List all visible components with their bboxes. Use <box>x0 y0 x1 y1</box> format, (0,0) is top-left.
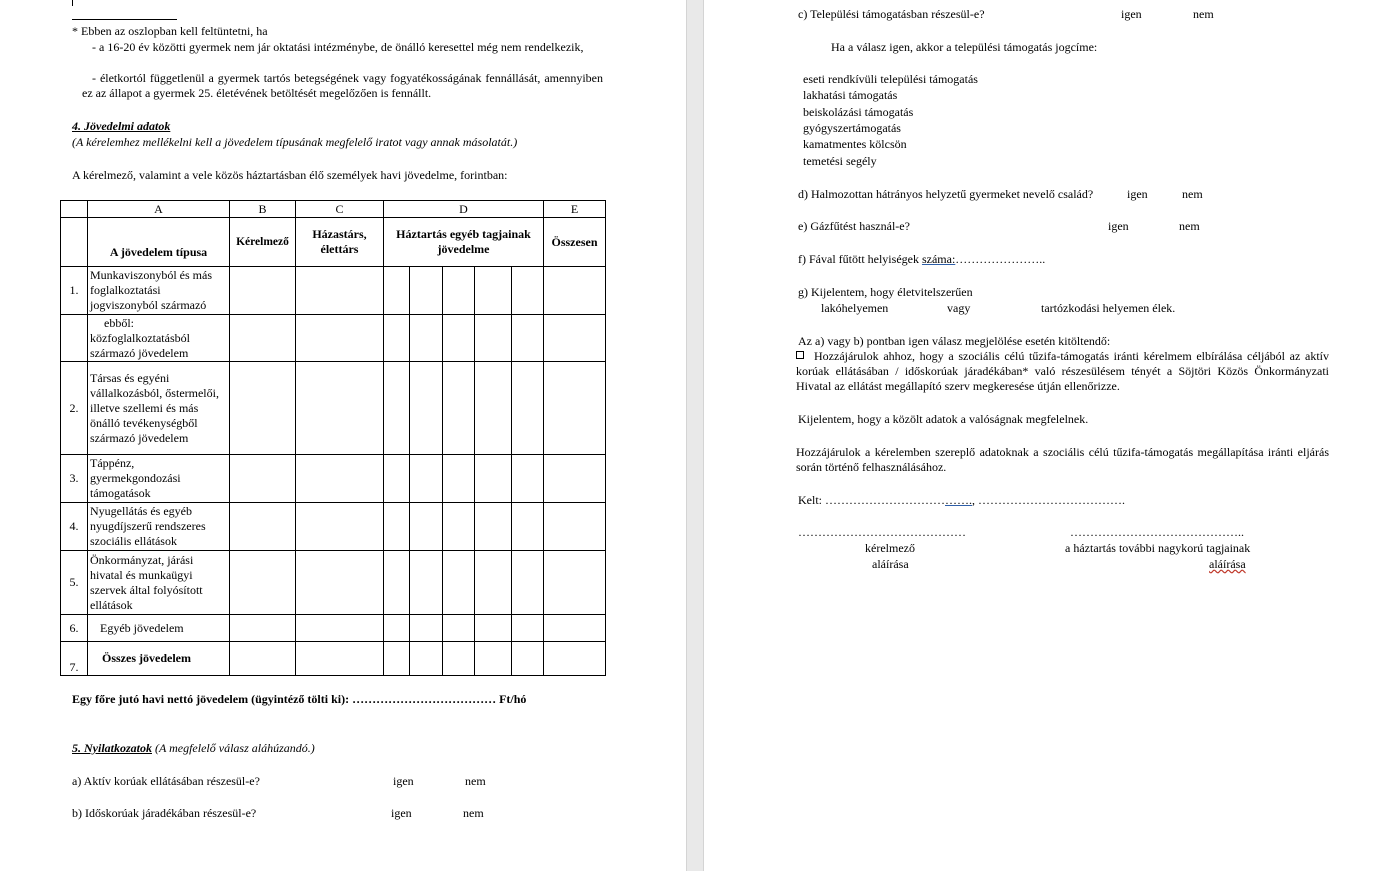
per-capita-income-line: Egy főre jutó havi nettó jövedelem (ügyintéző tölti ki): ……………………………… Ft/hó <box>72 692 527 706</box>
cell-household[interactable] <box>384 455 410 503</box>
cell-household[interactable] <box>384 267 410 315</box>
date-end-field[interactable]: , ………………………………. <box>972 493 1125 507</box>
question-a-yes[interactable]: igen <box>393 774 414 788</box>
cell-spouse[interactable] <box>296 315 384 362</box>
cell-applicant[interactable] <box>230 362 296 455</box>
cell-household[interactable] <box>512 267 544 315</box>
question-f-word: száma: <box>921 252 956 266</box>
section-5-heading-line <box>72 741 315 756</box>
document-page-right <box>704 0 1391 871</box>
question-g-or: vagy <box>947 301 971 315</box>
cell-household[interactable] <box>443 267 475 315</box>
cell-household[interactable] <box>384 615 410 642</box>
table-row <box>61 642 606 676</box>
question-b-no[interactable]: nem <box>463 806 484 820</box>
row-number: 4. <box>61 503 88 551</box>
table-row <box>61 267 606 315</box>
cell-household[interactable] <box>443 615 475 642</box>
text-cursor <box>72 0 73 6</box>
table-row <box>61 455 606 503</box>
question-c-no[interactable]: nem <box>1193 7 1214 21</box>
date-line <box>798 493 1125 508</box>
section-4-intro: A kérelmező, valamint a vele közös háztartásban élő személyek havi jövedelme, forintban: <box>72 168 508 182</box>
footnote-item-1: - a 16-20 év közötti gyermek nem jár oktatási intézménybe, de önálló keresettel még nem rendelkezik, <box>92 40 584 54</box>
cell-household[interactable] <box>443 362 475 455</box>
signature-household-label-2: aláírása <box>1209 557 1246 571</box>
row-label: Önkormányzat, járási hivatal és munkaügyi szervek által folyósított ellátások <box>88 551 230 615</box>
question-b-yes[interactable]: igen <box>391 806 412 820</box>
cell-household[interactable] <box>475 551 512 615</box>
cell-household[interactable] <box>410 362 443 455</box>
row-label: Táppénz, gyermekgondozási támogatások <box>88 455 230 503</box>
row-label: Nyugellátás és egyéb nyugdíjszerű rendszeres szociális ellátások <box>88 503 230 551</box>
question-f-label: f) Fával fűtött helyiségek <box>798 252 919 266</box>
row-number: 5. <box>61 551 88 615</box>
cell-household[interactable] <box>384 362 410 455</box>
date-mid-field[interactable]: ……. <box>945 493 972 507</box>
cell-household[interactable] <box>410 455 443 503</box>
section-5-note: (A megfelelő válasz aláhúzandó.) <box>155 741 315 755</box>
support-type-item[interactable]: temetési segély <box>803 154 877 168</box>
cell-household[interactable] <box>443 642 475 676</box>
col-letter-d: D <box>384 201 544 218</box>
cell-household[interactable] <box>475 642 512 676</box>
declaration-truth: Kijelentem, hogy a közölt adatok a valóságnak megfelelnek. <box>798 412 1089 426</box>
col-letter-e: E <box>544 201 606 218</box>
cell-household[interactable] <box>475 315 512 362</box>
cell-household[interactable] <box>475 267 512 315</box>
table-row <box>61 315 606 362</box>
support-type-item[interactable]: lakhatási támogatás <box>803 88 898 102</box>
signature-applicant-label-1: kérelmező <box>865 541 915 555</box>
question-d-yes[interactable]: igen <box>1127 187 1148 201</box>
header-income-type: A jövedelem típusa <box>88 218 230 267</box>
footnote-star-line: * Ebben az oszlopban kell feltüntetni, ha <box>72 24 268 38</box>
cell-household[interactable] <box>410 315 443 362</box>
question-g-option-stay[interactable]: tartózkodási helyemen élek. <box>1041 301 1176 315</box>
cell-household[interactable] <box>384 642 410 676</box>
question-e: e) Gázfűtést használ-e? <box>798 219 910 233</box>
cell-total[interactable] <box>544 362 606 455</box>
col-letter-b: B <box>230 201 296 218</box>
date-label: Kelt: ………………………… <box>798 493 945 507</box>
cell-household[interactable] <box>384 503 410 551</box>
cell-household[interactable] <box>512 362 544 455</box>
cell-applicant[interactable] <box>230 615 296 642</box>
row-label: Munkaviszonyból és más foglalkoztatási jogviszonyból származó <box>88 267 230 315</box>
cell-household[interactable] <box>512 455 544 503</box>
support-type-item[interactable]: eseti rendkívüli települési támogatás <box>803 72 978 86</box>
cell-spouse[interactable] <box>296 362 384 455</box>
cell-household[interactable] <box>512 503 544 551</box>
support-type-item[interactable]: gyógyszertámogatás <box>803 121 901 135</box>
cell-household[interactable] <box>410 551 443 615</box>
cell-household[interactable] <box>410 503 443 551</box>
cell-spouse[interactable] <box>296 551 384 615</box>
section-5-heading: 5. Nyilatkozatok <box>72 741 152 755</box>
cell-household[interactable] <box>512 642 544 676</box>
table-row <box>61 362 606 455</box>
question-g: g) Kijelentem, hogy életvitelszerűen <box>798 285 973 299</box>
cell-household[interactable] <box>443 551 475 615</box>
signature-household-label-1: a háztartás további nagykorú tagjainak <box>1065 541 1251 555</box>
cell-total[interactable] <box>544 615 606 642</box>
cell-household[interactable] <box>475 362 512 455</box>
cell-household[interactable] <box>512 615 544 642</box>
cell-applicant[interactable] <box>230 267 296 315</box>
consent-verification <box>796 349 1329 394</box>
signature-applicant-label-2: aláírása <box>872 557 909 571</box>
cell-household[interactable] <box>384 315 410 362</box>
cell-household[interactable] <box>512 551 544 615</box>
cell-household[interactable] <box>443 455 475 503</box>
row-number: 7. <box>61 642 88 676</box>
row-label: Egyéb jövedelem <box>88 615 230 642</box>
cell-household[interactable] <box>410 267 443 315</box>
footnote-item-2: - életkortól függetlenül a gyermek tartós betegségének vagy fogyatékosságának fennállását, amennyiben ez az állapot a gyermek 25. életévének betöltését megelőzően is fennállt. <box>82 71 603 100</box>
question-a: a) Aktív korúak ellátásában részesül-e? <box>72 774 260 788</box>
cell-applicant[interactable] <box>230 551 296 615</box>
question-g-option-residence[interactable]: lakóhelyemen <box>821 301 889 315</box>
header-spouse: Házastárs, élettárs <box>296 218 384 267</box>
cell-household[interactable] <box>443 315 475 362</box>
signature-line-applicant[interactable]: …………………………………… <box>798 525 966 539</box>
table-row <box>61 615 606 642</box>
document-page-left <box>0 0 686 871</box>
table-row <box>61 503 606 551</box>
question-f <box>798 252 1045 267</box>
consent-verification-text: Hozzájárulok ahhoz, hogy a szociális célú tűzifa-támogatás iránti kérelmem elbírálása céljából az aktív korúak ellátásában / időskorúak járadékában* való részesülésem tényét a Söjtöri Közös Önkormányzati Hivatal az ellátást megállapító szerv megkeresése útján ellenőrizze. <box>796 349 1329 393</box>
header-household: Háztartás egyéb tagjainak jövedelme <box>384 218 544 267</box>
cell-total[interactable] <box>544 503 606 551</box>
cell-total[interactable] <box>544 642 606 676</box>
signature-line-household[interactable]: …………………………………….. <box>1070 525 1244 539</box>
col-letter-c: C <box>296 201 384 218</box>
row-number: 1. <box>61 267 88 315</box>
cell-household[interactable] <box>410 615 443 642</box>
question-e-yes[interactable]: igen <box>1108 219 1129 233</box>
cell-spouse[interactable] <box>296 503 384 551</box>
cell-household[interactable] <box>443 503 475 551</box>
table-row <box>61 551 606 615</box>
income-table <box>60 200 606 676</box>
footnote-separator <box>72 19 177 20</box>
row-label: ebből: közfoglalkoztatásból származó jövedelem <box>88 315 230 362</box>
support-type-item[interactable]: beiskolázási támogatás <box>803 105 914 119</box>
section-4-note: (A kérelemhez mellékelni kell a jövedelem típusának megfelelő iratot vagy annak másolatát.) <box>72 135 518 149</box>
cell-household[interactable] <box>475 503 512 551</box>
cell-household[interactable] <box>410 642 443 676</box>
question-a-no[interactable]: nem <box>465 774 486 788</box>
question-d: d) Halmozottan hátrányos helyzetű gyermeket nevelő család? <box>798 187 1094 201</box>
cell-household[interactable] <box>384 551 410 615</box>
row-number: 3. <box>61 455 88 503</box>
col-letter-a: A <box>88 201 230 218</box>
question-c-followup: Ha a válasz igen, akkor a települési támogatás jogcíme: <box>831 40 1098 54</box>
cell-spouse[interactable] <box>296 267 384 315</box>
row-label: Összes jövedelem <box>88 642 230 676</box>
cell-applicant[interactable] <box>230 455 296 503</box>
cell-total[interactable] <box>544 315 606 362</box>
cell-spouse[interactable] <box>296 615 384 642</box>
cell-applicant[interactable] <box>230 315 296 362</box>
question-c-yes[interactable]: igen <box>1121 7 1142 21</box>
page-gutter <box>686 0 704 871</box>
cell-total[interactable] <box>544 267 606 315</box>
row-number <box>61 315 88 362</box>
cell-spouse[interactable] <box>296 455 384 503</box>
question-d-no[interactable]: nem <box>1182 187 1203 201</box>
consent-checkbox[interactable] <box>796 351 804 359</box>
cell-household[interactable] <box>475 615 512 642</box>
header-row <box>61 218 606 267</box>
consent-data-use: Hozzájárulok a kérelemben szereplő adatoknak a szociális célú tűzifa-támogatás megállapítása iránti eljárás során történő felhasználásához. <box>796 445 1329 474</box>
cell-household[interactable] <box>512 315 544 362</box>
cell-spouse[interactable] <box>296 642 384 676</box>
cell-applicant[interactable] <box>230 503 296 551</box>
section-4-heading: 4. Jövedelmi adatok <box>72 119 171 133</box>
column-letter-row <box>61 201 606 218</box>
question-c: c) Települési támogatásban részesül-e? <box>798 7 985 21</box>
support-type-item[interactable]: kamatmentes kölcsön <box>803 137 907 151</box>
cell-total[interactable] <box>544 551 606 615</box>
question-b: b) Időskorúak járadékában részesül-e? <box>72 806 257 820</box>
question-f-field[interactable]: ………………….. <box>955 252 1046 266</box>
header-applicant: Kérelmező <box>230 218 296 267</box>
cell-total[interactable] <box>544 455 606 503</box>
row-label: Társas és egyéni vállalkozásból, őstermelői, illetve szellemi és más önálló tevékenységből származó jövedelem <box>88 362 230 455</box>
row-number: 2. <box>61 362 88 455</box>
row-number: 6. <box>61 615 88 642</box>
cell-household[interactable] <box>475 455 512 503</box>
question-e-no[interactable]: nem <box>1179 219 1200 233</box>
fill-note: Az a) vagy b) pontban igen válasz megjelölése esetén kitöltendő: <box>798 334 1111 348</box>
header-total: Összesen <box>544 218 606 267</box>
cell-applicant[interactable] <box>230 642 296 676</box>
